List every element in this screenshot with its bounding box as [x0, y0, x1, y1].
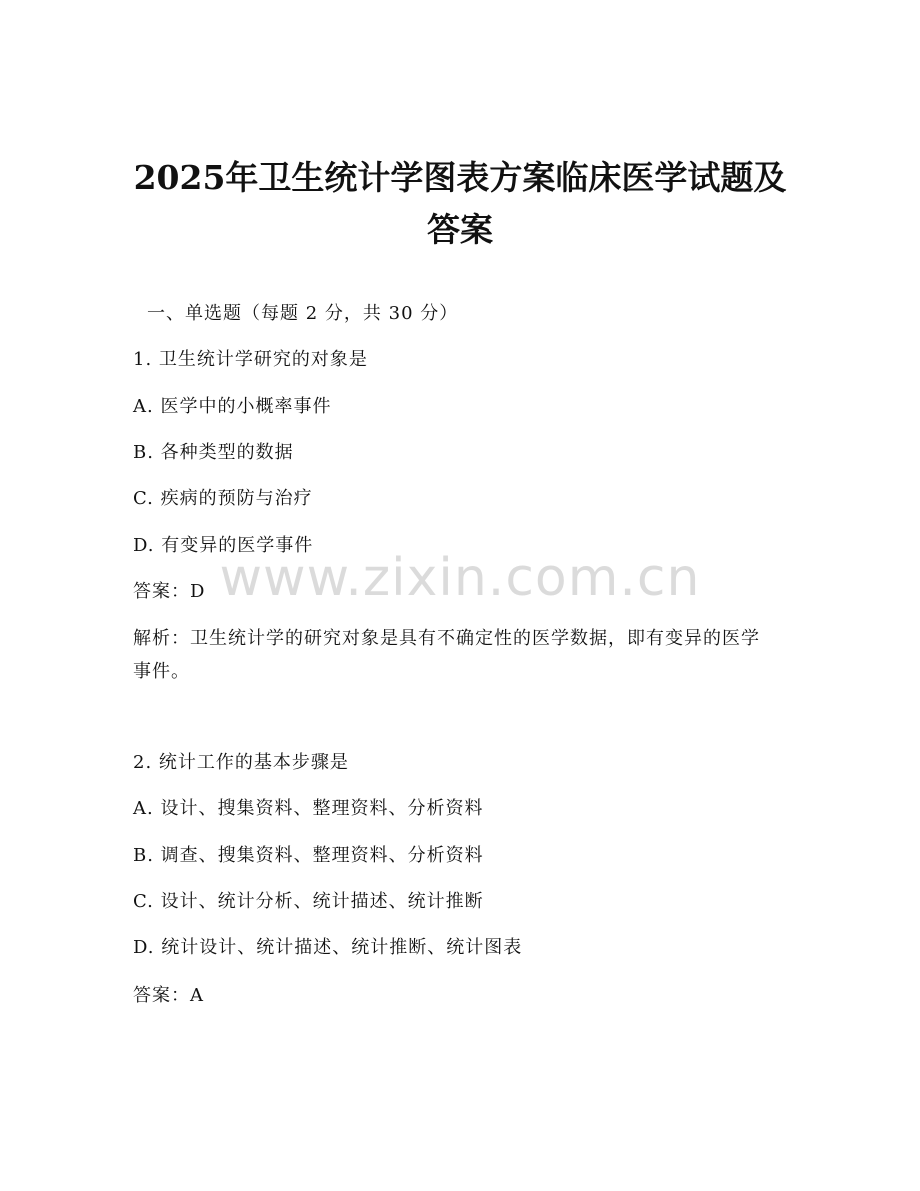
watermark: www.zixin.com.cn [219, 548, 701, 608]
question-1-option-a: A. 医学中的小概率事件 [133, 396, 332, 417]
question-1-stem: 1. 卫生统计学研究的对象是 [133, 349, 368, 370]
question-1-option-b: B. 各种类型的数据 [133, 442, 294, 463]
question-1-option-c: C. 疾病的预防与治疗 [133, 488, 313, 509]
question-1-explanation: 解析：卫生统计学的研究对象是具有不确定性的医学数据，即有变异的医学事件。 [133, 628, 760, 682]
question-1-option-d: D. 有变异的医学事件 [133, 535, 314, 556]
document-title-line-1: 2025年卫生统计学图表方案临床医学试题及 [133, 158, 787, 197]
document-title-line-2: 答案 [427, 210, 493, 249]
question-2-option-a: A. 设计、搜集资料、整理资料、分析资料 [133, 798, 484, 819]
question-2-stem: 2. 统计工作的基本步骤是 [133, 752, 349, 773]
question-2-answer: 答案：A [133, 985, 204, 1006]
question-2-option-b: B. 调查、搜集资料、整理资料、分析资料 [133, 845, 484, 866]
question-1-answer: 答案：D [133, 581, 206, 602]
question-2-option-d: D. 统计设计、统计描述、统计推断、统计图表 [133, 937, 523, 958]
question-2-option-c: C. 设计、统计分析、统计描述、统计推断 [133, 891, 484, 912]
section-header: 一、单选题（每题 2 分，共 30 分） [147, 303, 459, 324]
